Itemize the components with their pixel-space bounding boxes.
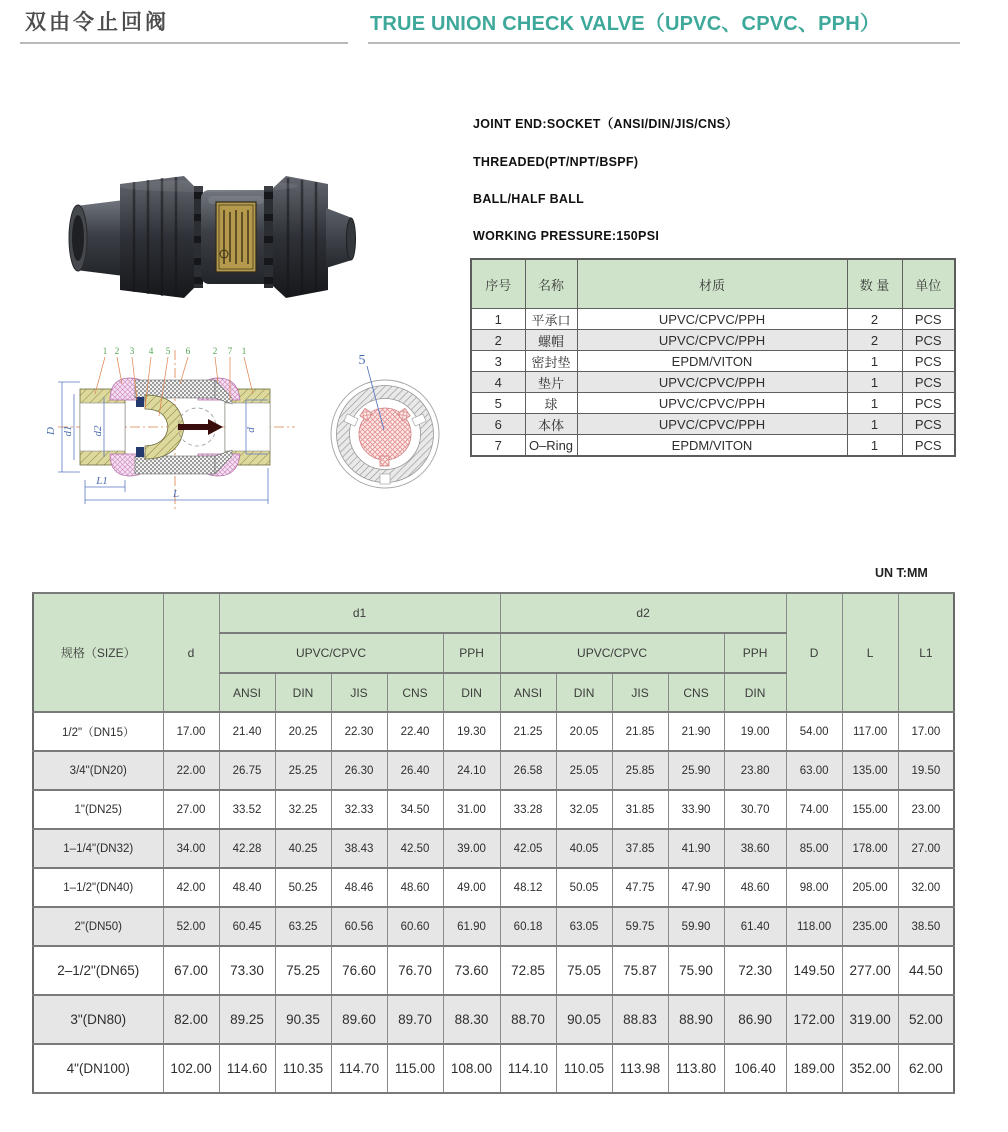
- spec-line: JOINT END:SOCKET（ANSI/DIN/JIS/CNS）: [473, 117, 739, 131]
- parts-header-qty: 数 量: [847, 259, 902, 309]
- dim-value-cell: 88.30: [443, 995, 500, 1044]
- dim-value-cell: 61.40: [724, 907, 786, 946]
- dim-value-cell: 113.98: [612, 1044, 668, 1093]
- photo-right-union-nut: [264, 176, 328, 298]
- dim-value-cell: 33.90: [668, 790, 724, 829]
- dim-value-cell: 63.05: [556, 907, 612, 946]
- dim-value-cell: 172.00: [786, 995, 842, 1044]
- dim-value-cell: 149.50: [786, 946, 842, 995]
- dim-value-cell: 32.33: [331, 790, 387, 829]
- dim-table-row: [33, 790, 954, 829]
- dim-label-d2: d2: [92, 425, 104, 437]
- parts-table-cell: 1: [847, 351, 902, 372]
- dim-label-d: d: [245, 427, 257, 433]
- parts-table-cell: PCS: [902, 351, 955, 372]
- dim-table-row: [33, 995, 954, 1044]
- dim-label-d1: d1: [62, 425, 74, 437]
- dim-value-cell: 135.00: [842, 751, 898, 790]
- callout-3: 3: [129, 347, 135, 357]
- dim-value-cell: 75.25: [275, 946, 331, 995]
- dim-header-pph-d2: PPH: [724, 633, 786, 673]
- dim-value-cell: 89.60: [331, 995, 387, 1044]
- callout-7: 7: [227, 347, 233, 357]
- parts-table-cell: UPVC/CPVC/PPH: [577, 309, 847, 330]
- dim-value-cell: 31.00: [443, 790, 500, 829]
- dim-value-cell: 88.70: [500, 995, 556, 1044]
- dim-value-cell: 114.60: [219, 1044, 275, 1093]
- dim-value-cell: 85.00: [786, 829, 842, 868]
- parts-table-cell: PCS: [902, 414, 955, 435]
- parts-table-cell: 5: [471, 393, 525, 414]
- dim-value-cell: 27.00: [898, 829, 954, 868]
- parts-table-cell: 2: [847, 309, 902, 330]
- dim-value-cell: 114.10: [500, 1044, 556, 1093]
- parts-table-cell: PCS: [902, 435, 955, 457]
- dim-header-pph-d1: PPH: [443, 633, 500, 673]
- parts-table: [470, 258, 956, 457]
- dim-value-cell: 22.30: [331, 712, 387, 751]
- parts-table-row: [471, 393, 955, 414]
- dim-value-cell: 98.00: [786, 868, 842, 907]
- dim-value-cell: 25.25: [275, 751, 331, 790]
- parts-table-cell: UPVC/CPVC/PPH: [577, 330, 847, 351]
- callout-1a: 1: [102, 347, 108, 357]
- dim-value-cell: 102.00: [163, 1044, 219, 1093]
- dim-value-cell: 88.90: [668, 995, 724, 1044]
- dim-value-cell: 25.85: [612, 751, 668, 790]
- dim-value-cell: 27.00: [163, 790, 219, 829]
- dim-value-cell: 42.00: [163, 868, 219, 907]
- title-underline-right: [368, 42, 960, 44]
- dim-value-cell: 155.00: [842, 790, 898, 829]
- dim-value-cell: 41.90: [668, 829, 724, 868]
- dim-value-cell: 48.60: [724, 868, 786, 907]
- dim-value-cell: 89.70: [387, 995, 443, 1044]
- dim-table-row: [33, 712, 954, 751]
- dim-value-cell: 205.00: [842, 868, 898, 907]
- dim-header-standard: CNS: [387, 673, 443, 712]
- dim-value-cell: 48.46: [331, 868, 387, 907]
- cross-section-diagram: [40, 342, 480, 514]
- parts-table-row: [471, 414, 955, 435]
- flow-arrow: [178, 419, 223, 435]
- dim-value-cell: 114.70: [331, 1044, 387, 1093]
- dim-value-cell: 21.25: [500, 712, 556, 751]
- dim-header-standard: DIN: [275, 673, 331, 712]
- end-view: [331, 353, 439, 488]
- parts-table-row: [471, 435, 955, 457]
- dim-value-cell: 319.00: [842, 995, 898, 1044]
- dim-value-cell: 74.00: [786, 790, 842, 829]
- dim-header-standard: JIS: [331, 673, 387, 712]
- dim-value-cell: 32.25: [275, 790, 331, 829]
- photo-left-union-nut: [120, 176, 203, 298]
- dim-value-cell: 40.25: [275, 829, 331, 868]
- dim-table-body: [33, 712, 954, 1093]
- parts-header-name: 名称: [525, 259, 577, 309]
- dim-value-cell: 26.58: [500, 751, 556, 790]
- dim-value-cell: 61.90: [443, 907, 500, 946]
- parts-table-body: [471, 309, 955, 457]
- dim-value-cell: 44.50: [898, 946, 954, 995]
- dim-value-cell: 76.60: [331, 946, 387, 995]
- dim-header-d: d: [163, 593, 219, 712]
- dim-value-cell: 19.50: [898, 751, 954, 790]
- dim-value-cell: 108.00: [443, 1044, 500, 1093]
- title-underline-left: [20, 42, 348, 44]
- dim-value-cell: 23.80: [724, 751, 786, 790]
- dim-header-size: 规格（SIZE）: [33, 593, 163, 712]
- dim-value-cell: 106.40: [724, 1044, 786, 1093]
- dim-value-cell: 26.40: [387, 751, 443, 790]
- dim-header-d1: d1: [219, 593, 500, 633]
- dim-value-cell: 42.05: [500, 829, 556, 868]
- dim-value-cell: 90.35: [275, 995, 331, 1044]
- dim-value-cell: 59.75: [612, 907, 668, 946]
- dim-value-cell: 20.25: [275, 712, 331, 751]
- dim-value-cell: 22.40: [387, 712, 443, 751]
- parts-table-cell: PCS: [902, 393, 955, 414]
- dim-header-L1: L1: [898, 593, 954, 712]
- parts-table-cell: 垫片: [525, 372, 577, 393]
- parts-table-row: [471, 309, 955, 330]
- photo-right-socket: [326, 208, 356, 268]
- photo-center-body: [201, 190, 271, 284]
- spec-line: THREADED(PT/NPT/BSPF): [473, 155, 639, 169]
- dim-value-cell: 63.25: [275, 907, 331, 946]
- callout-4: 4: [148, 347, 154, 357]
- dim-value-cell: 62.00: [898, 1044, 954, 1093]
- dim-value-cell: 37.85: [612, 829, 668, 868]
- dim-value-cell: 31.85: [612, 790, 668, 829]
- dim-value-cell: 75.87: [612, 946, 668, 995]
- dim-value-cell: 21.40: [219, 712, 275, 751]
- dim-header-D: D: [786, 593, 842, 712]
- parts-header-material: 材质: [577, 259, 847, 309]
- dim-value-cell: 48.60: [387, 868, 443, 907]
- dim-value-cell: 32.05: [556, 790, 612, 829]
- parts-table-row: [471, 351, 955, 372]
- parts-table-cell: EPDM/VITON: [577, 351, 847, 372]
- dim-value-cell: 33.28: [500, 790, 556, 829]
- spec-line: WORKING PRESSURE:150PSI: [473, 229, 660, 243]
- dim-value-cell: 86.90: [724, 995, 786, 1044]
- dim-value-cell: 60.60: [387, 907, 443, 946]
- parts-table-header-row: [471, 259, 955, 309]
- parts-table-cell: 1: [847, 435, 902, 457]
- dim-table-row: [33, 829, 954, 868]
- callout-2a: 2: [114, 347, 120, 357]
- dim-value-cell: 60.18: [500, 907, 556, 946]
- dim-value-cell: 38.60: [724, 829, 786, 868]
- dim-value-cell: 20.05: [556, 712, 612, 751]
- parts-table-cell: PCS: [902, 372, 955, 393]
- dim-header-upvc-cpvc-d1: UPVC/CPVC: [219, 633, 443, 673]
- dim-header-upvc-cpvc-d2: UPVC/CPVC: [500, 633, 724, 673]
- dim-table-row: [33, 751, 954, 790]
- dim-value-cell: 38.50: [898, 907, 954, 946]
- callout-1b: 1: [241, 347, 247, 357]
- parts-table-cell: 1: [847, 393, 902, 414]
- dim-value-cell: 110.35: [275, 1044, 331, 1093]
- dim-header-standard: DIN: [724, 673, 786, 712]
- parts-table-cell: 本体: [525, 414, 577, 435]
- dim-value-cell: 75.90: [668, 946, 724, 995]
- dim-size-cell: 3"(DN80): [33, 995, 163, 1044]
- dim-value-cell: 25.90: [668, 751, 724, 790]
- dim-value-cell: 118.00: [786, 907, 842, 946]
- dim-value-cell: 22.00: [163, 751, 219, 790]
- dim-value-cell: 52.00: [163, 907, 219, 946]
- dim-value-cell: 82.00: [163, 995, 219, 1044]
- dim-header-row-1: [33, 593, 954, 633]
- parts-table-row: [471, 372, 955, 393]
- dim-size-cell: 1–1/2"(DN40): [33, 868, 163, 907]
- parts-table-cell: 6: [471, 414, 525, 435]
- dim-value-cell: 48.40: [219, 868, 275, 907]
- dim-label-L1: L1: [96, 475, 108, 487]
- dim-value-cell: 34.50: [387, 790, 443, 829]
- dim-size-cell: 1"(DN25): [33, 790, 163, 829]
- dim-header-d2: d2: [500, 593, 786, 633]
- dim-value-cell: 17.00: [163, 712, 219, 751]
- dim-value-cell: 189.00: [786, 1044, 842, 1093]
- valve-product-photo: [58, 156, 358, 322]
- dim-value-cell: 88.83: [612, 995, 668, 1044]
- dim-value-cell: 38.43: [331, 829, 387, 868]
- dim-value-cell: 90.05: [556, 995, 612, 1044]
- dim-header-L: L: [842, 593, 898, 712]
- dim-value-cell: 54.00: [786, 712, 842, 751]
- parts-table-cell: PCS: [902, 330, 955, 351]
- dim-value-cell: 75.05: [556, 946, 612, 995]
- parts-table-cell: 1: [471, 309, 525, 330]
- parts-table-cell: UPVC/CPVC/PPH: [577, 372, 847, 393]
- parts-table-cell: 1: [847, 372, 902, 393]
- dim-value-cell: 72.30: [724, 946, 786, 995]
- dim-size-cell: 1/2"（DN15）: [33, 712, 163, 751]
- dim-value-cell: 73.30: [219, 946, 275, 995]
- spec-text-block: [473, 114, 738, 266]
- unit-note: UN T:MM: [875, 566, 928, 580]
- dim-value-cell: 49.00: [443, 868, 500, 907]
- parts-table-cell: 7: [471, 435, 525, 457]
- dim-value-cell: 40.05: [556, 829, 612, 868]
- parts-table-cell: 螺帽: [525, 330, 577, 351]
- dim-table-row: [33, 1044, 954, 1093]
- dim-value-cell: 352.00: [842, 1044, 898, 1093]
- dimension-table: [32, 592, 955, 1094]
- page-title-chinese: 双由令止回阀: [25, 11, 169, 34]
- dim-value-cell: 47.75: [612, 868, 668, 907]
- end-view-callout: 5: [358, 353, 366, 368]
- dim-value-cell: 52.00: [898, 995, 954, 1044]
- dim-value-cell: 19.30: [443, 712, 500, 751]
- dim-value-cell: 48.12: [500, 868, 556, 907]
- parts-header-index: 序号: [471, 259, 525, 309]
- dim-table-row: [33, 946, 954, 995]
- parts-table-cell: UPVC/CPVC/PPH: [577, 393, 847, 414]
- dim-value-cell: 21.90: [668, 712, 724, 751]
- dim-value-cell: 50.05: [556, 868, 612, 907]
- parts-table-cell: 球: [525, 393, 577, 414]
- dim-value-cell: 67.00: [163, 946, 219, 995]
- dim-size-cell: 2"(DN50): [33, 907, 163, 946]
- dim-value-cell: 59.90: [668, 907, 724, 946]
- callout-2b: 2: [212, 347, 218, 357]
- parts-table-cell: 平承口: [525, 309, 577, 330]
- dim-value-cell: 110.05: [556, 1044, 612, 1093]
- parts-table-cell: 2: [847, 330, 902, 351]
- dim-value-cell: 25.05: [556, 751, 612, 790]
- dim-value-cell: 73.60: [443, 946, 500, 995]
- dim-value-cell: 277.00: [842, 946, 898, 995]
- dim-header-standard: CNS: [668, 673, 724, 712]
- dim-header-standard: DIN: [443, 673, 500, 712]
- dim-size-cell: 4"(DN100): [33, 1044, 163, 1093]
- dim-value-cell: 178.00: [842, 829, 898, 868]
- dim-value-cell: 34.00: [163, 829, 219, 868]
- dim-value-cell: 21.85: [612, 712, 668, 751]
- dim-value-cell: 26.30: [331, 751, 387, 790]
- page-title-english: TRUE UNION CHECK VALVE（UPVC、CPVC、PPH）: [370, 13, 881, 35]
- callout-5: 5: [165, 347, 171, 357]
- dim-value-cell: 47.90: [668, 868, 724, 907]
- dim-value-cell: 24.10: [443, 751, 500, 790]
- dim-table-row: [33, 907, 954, 946]
- dim-value-cell: 17.00: [898, 712, 954, 751]
- dim-size-cell: 2–1/2"(DN65): [33, 946, 163, 995]
- dim-value-cell: 42.50: [387, 829, 443, 868]
- dim-table-row: [33, 868, 954, 907]
- dim-value-cell: 117.00: [842, 712, 898, 751]
- dim-size-cell: 3/4"(DN20): [33, 751, 163, 790]
- dim-value-cell: 30.70: [724, 790, 786, 829]
- parts-table-row: [471, 330, 955, 351]
- dim-value-cell: 39.00: [443, 829, 500, 868]
- spec-line: BALL/HALF BALL: [473, 192, 585, 206]
- dim-label-D: D: [45, 427, 57, 435]
- dim-value-cell: 26.75: [219, 751, 275, 790]
- dim-header-standard: DIN: [556, 673, 612, 712]
- dim-value-cell: 32.00: [898, 868, 954, 907]
- dim-header-standard: ANSI: [500, 673, 556, 712]
- photo-left-socket: [69, 200, 124, 276]
- parts-table-cell: UPVC/CPVC/PPH: [577, 414, 847, 435]
- dim-value-cell: 235.00: [842, 907, 898, 946]
- dim-value-cell: 60.45: [219, 907, 275, 946]
- dim-value-cell: 89.25: [219, 995, 275, 1044]
- dim-value-cell: 63.00: [786, 751, 842, 790]
- parts-table-cell: 3: [471, 351, 525, 372]
- parts-table-cell: EPDM/VITON: [577, 435, 847, 457]
- dim-value-cell: 113.80: [668, 1044, 724, 1093]
- photo-gold-label: [216, 202, 256, 272]
- dim-value-cell: 19.00: [724, 712, 786, 751]
- parts-header-unit: 单位: [902, 259, 955, 309]
- callout-6: 6: [185, 347, 191, 357]
- dim-value-cell: 42.28: [219, 829, 275, 868]
- dim-value-cell: 76.70: [387, 946, 443, 995]
- dim-size-cell: 1–1/4"(DN32): [33, 829, 163, 868]
- dim-value-cell: 115.00: [387, 1044, 443, 1093]
- dim-value-cell: 50.25: [275, 868, 331, 907]
- parts-table-cell: 2: [471, 330, 525, 351]
- parts-table-cell: 1: [847, 414, 902, 435]
- dim-value-cell: 72.85: [500, 946, 556, 995]
- dim-label-L: L: [172, 488, 180, 500]
- parts-table-cell: PCS: [902, 309, 955, 330]
- dim-header-standard: JIS: [612, 673, 668, 712]
- dim-value-cell: 60.56: [331, 907, 387, 946]
- parts-table-cell: O–Ring: [525, 435, 577, 457]
- dim-header-standard: ANSI: [219, 673, 275, 712]
- dim-value-cell: 33.52: [219, 790, 275, 829]
- parts-table-cell: 4: [471, 372, 525, 393]
- parts-table-cell: 密封垫: [525, 351, 577, 372]
- dim-value-cell: 23.00: [898, 790, 954, 829]
